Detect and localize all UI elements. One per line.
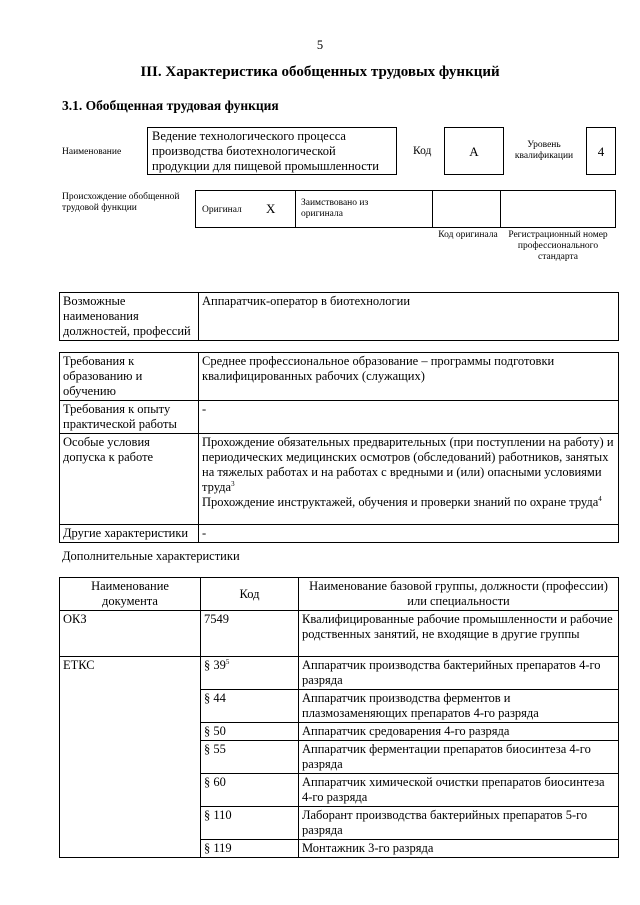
admission-line-2: Прохождение инструктажей, обучения и проверки знаний по охране труда xyxy=(202,495,599,509)
name-cell: Аппаратчик производства ферментов и плазмозаменяющих препаратов 4-го разряда xyxy=(299,690,619,723)
header-document: Наименование документа xyxy=(60,578,201,611)
admission-value xyxy=(199,434,619,525)
section-title: III. Характеристика обобщенных трудовых функций xyxy=(140,64,500,80)
header-name: Наименование базовой группы, должности (профессии) или специальности xyxy=(299,578,619,611)
original-mark: X xyxy=(266,201,276,216)
footnote-5: 5 xyxy=(225,657,230,666)
name-value-box xyxy=(147,127,397,175)
other-value: - xyxy=(199,525,619,543)
table-row xyxy=(60,611,619,657)
code-text: § 39 xyxy=(204,658,226,672)
requirements-table xyxy=(59,352,619,543)
positions-value: Аппаратчик-оператор в биотехнологии xyxy=(199,293,619,341)
positions-table xyxy=(59,292,619,341)
table-row xyxy=(60,401,619,434)
admission-label: Особые условия допуска к работе xyxy=(60,434,199,525)
subsection-title: 3.1. Обобщенная трудовая функция xyxy=(62,98,279,113)
name-cell: Монтажник 3-го разряда xyxy=(299,840,619,858)
name-cell: Аппаратчик производства бактерийных препаратов 4-го разряда xyxy=(299,657,619,690)
code-cell: 7549 xyxy=(201,611,299,657)
borrowed-label: Заимствовано из оригинала xyxy=(301,198,369,219)
reg-number-caption: Регистрационный номер профессионального стандарта xyxy=(508,230,608,262)
code-original-caption: Код оригинала xyxy=(438,230,498,240)
admission-line-1: Прохождение обязательных предварительных (при поступлении на работу) и периодических медицинских осмотров (обследований) работников, занятых на тяжелых работах и на работах с вредными и (или) опасными условиями труда xyxy=(202,435,614,494)
table-row xyxy=(60,353,619,401)
education-label: Требования к образованию и обучению xyxy=(60,353,199,401)
code-label: Код xyxy=(413,145,432,157)
page-number: 5 xyxy=(316,38,324,52)
table-header-row xyxy=(60,578,619,611)
origin-div-3 xyxy=(500,190,501,228)
name-cell: Лаборант производства бактерийных препаратов 5-го разряда xyxy=(299,807,619,840)
table-row xyxy=(60,657,619,690)
experience-value: - xyxy=(199,401,619,434)
table-row xyxy=(60,293,619,341)
name-cell: Аппаратчик средоварения 4-го разряда xyxy=(299,723,619,741)
code-cell: § 110 xyxy=(201,807,299,840)
name-label: Наименование xyxy=(62,147,122,157)
level-value: 4 xyxy=(597,144,605,159)
level-value-box xyxy=(586,127,616,175)
code-cell: § 55 xyxy=(201,741,299,774)
name-cell: Квалифицированные рабочие промышленности и рабочие родственных занятий, не входящие в другие группы xyxy=(299,611,619,657)
code-value: А xyxy=(469,144,479,159)
other-label: Другие характеристики xyxy=(60,525,199,543)
additional-table xyxy=(59,577,619,858)
origin-div-2 xyxy=(432,190,433,228)
header-code: Код xyxy=(201,578,299,611)
experience-label: Требования к опыту практической работы xyxy=(60,401,199,434)
name-cell: Аппаратчик ферментации препаратов биосинтеза 4-го разряда xyxy=(299,741,619,774)
name-value: Ведение технологического процесса производства биотехнологической продукции для пищевой промышленности xyxy=(152,129,379,173)
footnote-4: 4 xyxy=(598,494,602,503)
code-cell: § 60 xyxy=(201,774,299,807)
code-cell: § 119 xyxy=(201,840,299,858)
origin-label: Происхождение обобщенной трудовой функции xyxy=(62,192,180,213)
code-cell: § 50 xyxy=(201,723,299,741)
education-value: Среднее профессиональное образование – программы подготовки квалифицированных рабочих (служащих) xyxy=(199,353,619,401)
code-cell: § 44 xyxy=(201,690,299,723)
code-cell xyxy=(201,657,299,690)
table-row xyxy=(60,434,619,525)
code-value-box xyxy=(444,127,504,175)
table-row xyxy=(60,525,619,543)
positions-label: Возможные наименования должностей, профессий xyxy=(60,293,199,341)
doc-cell: ЕТКС xyxy=(60,657,201,858)
additional-title: Дополнительные характеристики xyxy=(62,549,240,563)
doc-cell: ОКЗ xyxy=(60,611,201,657)
origin-div-1 xyxy=(295,190,296,228)
level-label: Уровень квалификации xyxy=(514,140,574,161)
footnote-3: 3 xyxy=(231,479,235,488)
original-label: Оригинал xyxy=(202,205,242,215)
name-cell: Аппаратчик химической очистки препаратов биосинтеза 4-го разряда xyxy=(299,774,619,807)
